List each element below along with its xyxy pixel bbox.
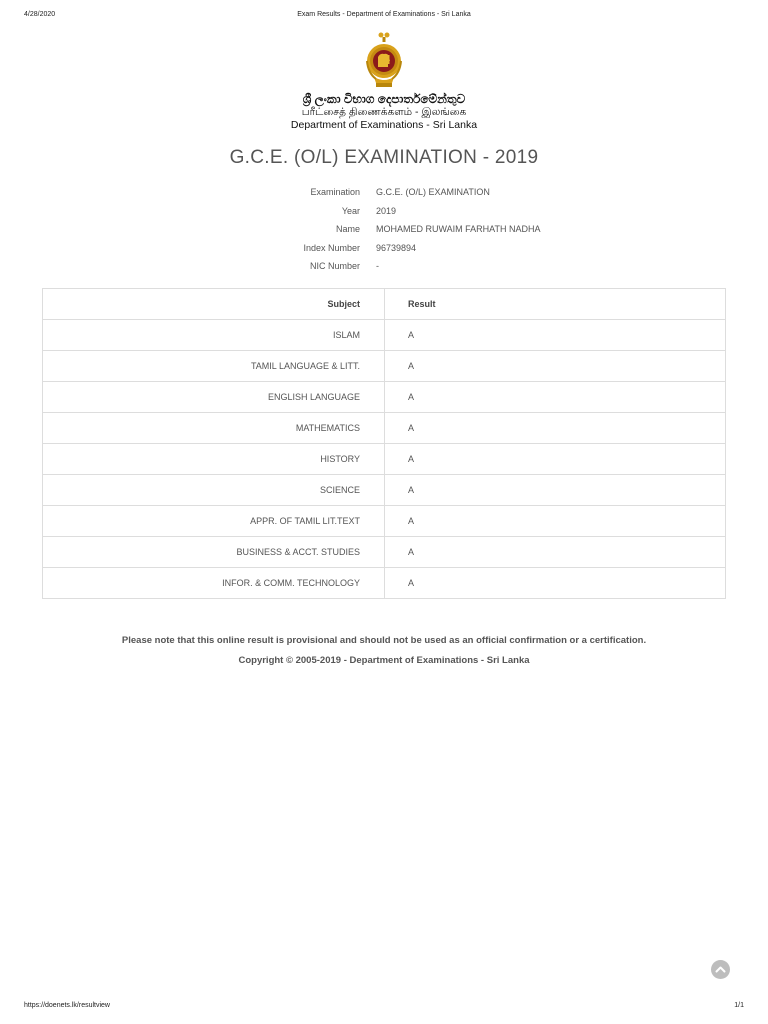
subject-cell: ENGLISH LANGUAGE	[43, 382, 385, 413]
department-names	[0, 93, 768, 132]
info-row-index-number	[200, 239, 620, 258]
result-cell: A	[385, 382, 726, 413]
candidate-info	[200, 183, 620, 276]
info-value: MOHAMED RUWAIM FARHATH NADHA	[376, 224, 541, 235]
table-row	[43, 475, 726, 506]
page-title: G.C.E. (O/L) EXAMINATION - 2019	[229, 147, 539, 168]
result-cell: A	[385, 444, 726, 475]
info-label: Examination	[310, 187, 360, 198]
table-row	[43, 413, 726, 444]
info-value: G.C.E. (O/L) EXAMINATION	[376, 187, 490, 198]
info-value: -	[376, 261, 379, 272]
info-label: NIC Number	[309, 261, 360, 272]
result-cell: A	[385, 475, 726, 506]
subject-cell: ISLAM	[43, 320, 385, 351]
sri-lanka-emblem-icon	[364, 31, 404, 91]
result-column-header: Result	[385, 289, 726, 320]
info-value: 2019	[376, 205, 397, 216]
subject-cell: BUSINESS & ACCT. STUDIES	[43, 537, 385, 568]
subject-cell: INFOR. & COMM. TECHNOLOGY	[43, 568, 385, 599]
subject-cell: MATHEMATICS	[43, 413, 385, 444]
info-row-nic-number	[200, 257, 620, 276]
info-label: Year	[341, 205, 360, 216]
result-cell: A	[385, 413, 726, 444]
table-row	[43, 351, 726, 382]
info-label: Name	[335, 224, 360, 235]
department-name-sinhala: ශ්‍රී ලංකා විභාග දෙපාර්තමේන්තුව	[302, 92, 466, 106]
result-cell: A	[385, 351, 726, 382]
table-row	[43, 568, 726, 599]
department-name-english: Department of Examinations - Sri Lanka	[290, 119, 478, 131]
subject-cell: TAMIL LANGUAGE & LITT.	[43, 351, 385, 382]
table-row	[43, 382, 726, 413]
result-cell: A	[385, 506, 726, 537]
result-cell: A	[385, 320, 726, 351]
subject-cell: SCIENCE	[43, 475, 385, 506]
provisional-note: Please note that this online result is provisional and should not be used as an official confirmation or a certification.	[121, 635, 647, 646]
result-cell: A	[385, 568, 726, 599]
table-row	[43, 506, 726, 537]
print-url: https://doenets.lk/resultview	[24, 1002, 110, 1009]
info-row-year	[200, 202, 620, 221]
info-label: Index Number	[303, 242, 360, 253]
department-name-tamil: பரீட்சைத் திணைக்களம் - இலங்கை	[301, 106, 467, 118]
subject-column-header: Subject	[43, 289, 385, 320]
emblem-logo	[0, 31, 768, 91]
print-page-title: Exam Results - Department of Examinations - Sri Lanka	[297, 11, 471, 18]
print-date: 4/28/2020	[24, 11, 56, 18]
info-value: 96739894	[376, 242, 417, 253]
results-table	[42, 288, 726, 599]
copyright-text: Copyright © 2005-2019 - Department of Examinations - Sri Lanka	[238, 655, 530, 666]
result-cell: A	[385, 537, 726, 568]
chevron-up-icon	[715, 964, 726, 975]
info-row-examination	[200, 183, 620, 202]
table-row	[43, 537, 726, 568]
table-row	[43, 320, 726, 351]
print-header	[24, 11, 744, 21]
print-page-number: 1/1	[734, 1002, 744, 1009]
table-header-row	[43, 289, 726, 320]
subject-cell: HISTORY	[43, 444, 385, 475]
scroll-to-top-button[interactable]	[711, 960, 730, 979]
info-row-name	[200, 220, 620, 239]
subject-cell: APPR. OF TAMIL LIT.TEXT	[43, 506, 385, 537]
table-row	[43, 444, 726, 475]
